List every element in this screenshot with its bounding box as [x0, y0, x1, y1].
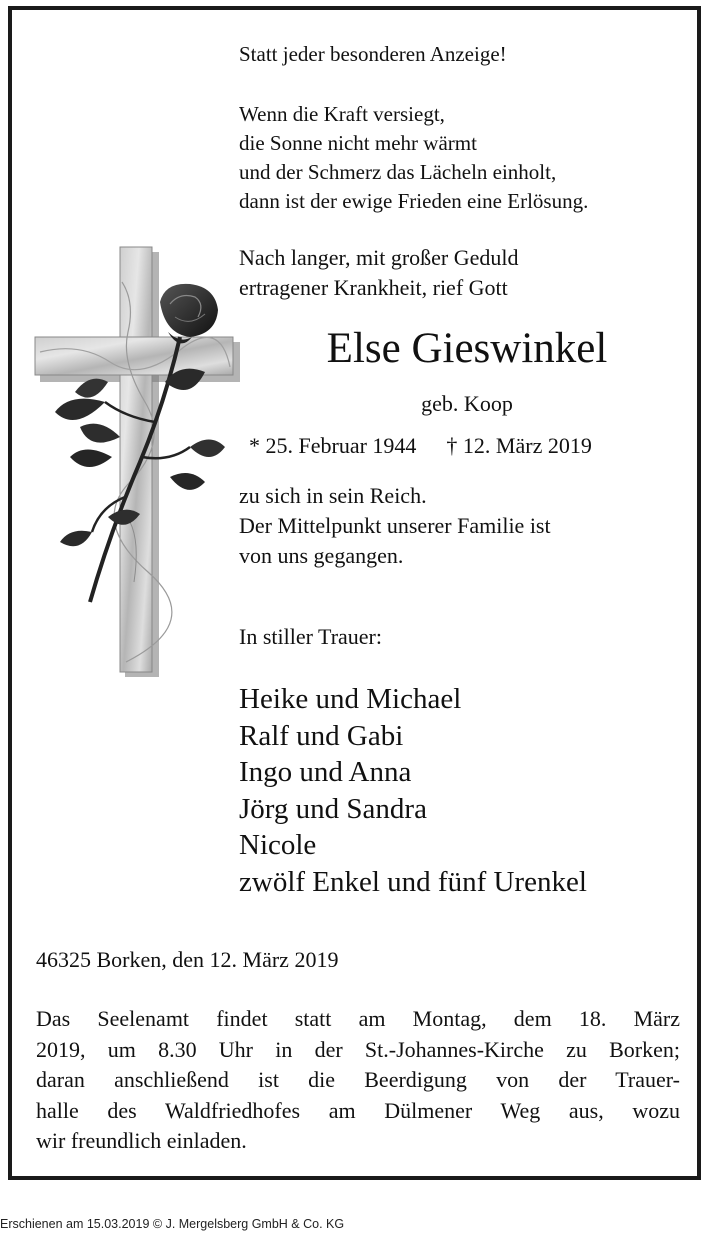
- lead-line: ertragener Krankheit, rief Gott: [239, 275, 508, 300]
- service-line: Das Seelenamt findet statt am Montag, dem 18. März: [36, 1006, 680, 1031]
- family-member: Nicole: [239, 829, 317, 862]
- notice-intro: Statt jeder besonderen Anzeige!: [239, 42, 507, 66]
- service-line: halle des Waldfriedhofes am Dülmener Weg aus, wozu: [36, 1097, 680, 1123]
- poem: [239, 100, 588, 216]
- family-member: Ingo und Anna: [239, 756, 412, 789]
- place-date: 46325 Borken, den 12. März 2019: [36, 947, 339, 972]
- maiden-name: geb. Koop: [421, 391, 513, 416]
- death-date: † 12. März 2019: [446, 433, 592, 458]
- closing-line: von uns gegangen.: [239, 543, 404, 568]
- lead-text: [239, 243, 519, 303]
- closing-line: Der Mittelpunkt unserer Familie ist: [239, 513, 551, 538]
- birth-date: * 25. Februar 1944: [249, 433, 417, 458]
- life-dates: [249, 431, 592, 461]
- closing-text: [239, 481, 551, 571]
- poem-line: die Sonne nicht mehr wärmt: [239, 131, 477, 155]
- family-member: Ralf und Gabi: [239, 719, 404, 752]
- family-list: [239, 681, 587, 901]
- lead-line: Nach langer, mit großer Geduld: [239, 245, 519, 270]
- poem-line: Wenn die Kraft versiegt,: [239, 102, 445, 126]
- poem-line: dann ist der ewige Frieden eine Erlösung.: [239, 189, 589, 213]
- service-info: [36, 1004, 680, 1157]
- obituary-frame: [8, 6, 701, 1180]
- publication-footer: Erschienen am 15.03.2019 © J. Mergelsberg GmbH & Co. KG: [0, 1217, 345, 1231]
- deceased-name: Else Gieswinkel: [326, 325, 608, 372]
- service-line: 2019, um 8.30 Uhr in der St.-Johannes-Kirche zu Borken;: [36, 1036, 680, 1062]
- cross-with-rose-icon: [30, 242, 240, 682]
- service-line: wir freundlich einladen.: [36, 1128, 247, 1153]
- service-line: daran anschließend ist die Beerdigung von der Trauer-: [36, 1067, 680, 1092]
- family-member: Jörg und Sandra: [239, 792, 427, 825]
- closing-line: zu sich in sein Reich.: [239, 483, 427, 508]
- mourning-label: In stiller Trauer:: [239, 624, 382, 649]
- family-member: Heike und Michael: [239, 683, 462, 715]
- family-member: zwölf Enkel und fünf Urenkel: [239, 865, 587, 898]
- poem-line: und der Schmerz das Lächeln einholt,: [239, 160, 557, 184]
